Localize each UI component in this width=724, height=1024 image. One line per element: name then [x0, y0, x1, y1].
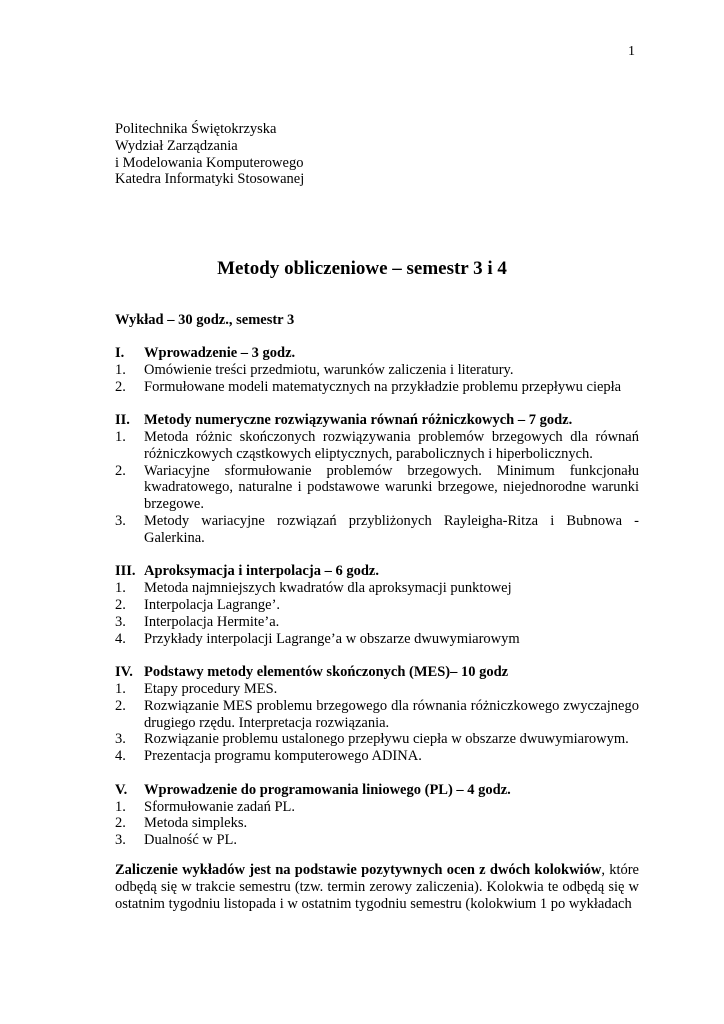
closing-text: , które odbędą się w trakcie semestru (tzw. termin zerowy zaliczenia). Kolokwia te odbędą się w ostatnim tygodniu listopada i w ostatnim tygodniu semestru (kolokwium 1 po wykładach	[115, 862, 639, 912]
item-text: Metoda najmniejszych kwadratów dla aproksymacji punktowej	[144, 580, 512, 597]
item-text: Wariacyjne sformułowanie problemów brzegowych. Minimum funkcjonału kwadratowego, naturalne i podstawowe warunki brzegowe, niejednorodne warunki brzegowe.	[144, 462, 639, 513]
section-heading	[115, 563, 639, 580]
item-text: Rozwiązanie problemu ustalonego przepływu ciepła w obszarze dwuwymiarowym.	[144, 731, 629, 748]
item-number: 4.	[115, 748, 126, 765]
list-item	[115, 597, 639, 614]
syllabus-sections	[115, 345, 639, 866]
item-text: Sformułowanie zadań PL.	[144, 798, 296, 815]
list-item	[115, 698, 639, 732]
item-number: 1.	[115, 361, 126, 378]
list-item	[115, 731, 639, 748]
lecture-heading: Wykład – 30 godz., semestr 3	[115, 312, 295, 328]
item-number: 3.	[115, 512, 126, 529]
section-number: I.	[115, 345, 125, 361]
list-item	[115, 748, 639, 765]
section-title: Wprowadzenie – 3 godz.	[144, 345, 296, 361]
item-text: Przykłady interpolacji Lagrange’a w obszarze dwuwymiarowym	[144, 630, 520, 647]
section-1	[115, 345, 639, 395]
section-number: V.	[115, 781, 128, 798]
item-text: Prezentacja programu komputerowego ADINA.	[144, 748, 422, 765]
section-number: IV.	[115, 664, 133, 681]
list-item	[115, 463, 639, 513]
section-2	[115, 412, 639, 546]
list-item	[115, 832, 639, 849]
item-text: Interpolacja Hermite’a.	[144, 613, 280, 630]
section-title: Wprowadzenie do programowania liniowego (PL) – 4 godz.	[144, 781, 511, 798]
closing-bold-text: Zaliczenie wykładów jest na podstawie pozytywnych ocen z dwóch kolokwiów	[115, 862, 602, 878]
section-heading	[115, 664, 639, 681]
item-number: 2.	[115, 462, 126, 479]
item-text: Rozwiązanie MES problemu brzegowego dla równania różniczkowego zwyczajnego drugiego rzędu. Interpretacja rozwiązania.	[144, 697, 639, 731]
section-5	[115, 782, 639, 849]
list-item	[115, 513, 639, 547]
item-number: 2.	[115, 697, 126, 714]
item-text: Omówienie treści przedmiotu, warunków zaliczenia i literatury.	[144, 361, 514, 378]
section-number: II.	[115, 412, 130, 429]
section-heading	[115, 782, 639, 799]
section-title: Podstawy metody elementów skończonych (MES)– 10 godz	[144, 664, 509, 681]
institution-line: Wydział Zarządzania	[115, 137, 238, 154]
item-number: 1.	[115, 680, 126, 697]
section-heading	[115, 412, 639, 429]
list-item	[115, 614, 639, 631]
item-text: Interpolacja Lagrange’.	[144, 596, 281, 613]
section-title: Metody numeryczne rozwiązywania równań różniczkowych – 7 godz.	[144, 412, 573, 429]
item-number: 2.	[115, 378, 126, 395]
list-item	[115, 799, 639, 816]
item-text: Metody wariacyjne rozwiązań przybliżonych Rayleigha-Ritza i Bubnowa - Galerkina.	[144, 512, 639, 546]
section-3	[115, 563, 639, 647]
list-item	[115, 815, 639, 832]
list-item	[115, 631, 639, 648]
item-number: 3.	[115, 613, 126, 630]
item-number: 1.	[115, 580, 126, 597]
section-title: Aproksymacja i interpolacja – 6 godz.	[144, 563, 379, 580]
list-item	[115, 580, 639, 597]
section-4	[115, 664, 639, 765]
item-text: Metoda różnic skończonych rozwiązywania problemów brzegowych dla równań różniczkowych cząstkowych eliptycznych, parabolicznych i hiperbolicznych.	[144, 428, 639, 462]
institution-block	[115, 121, 304, 188]
item-text: Metoda simpleks.	[144, 815, 248, 832]
item-text: Formułowane modeli matematycznych na przykładzie problemu przepływu ciepła	[144, 378, 622, 395]
item-number: 2.	[115, 596, 126, 613]
list-item	[115, 681, 639, 698]
item-number: 3.	[115, 731, 126, 748]
item-number: 4.	[115, 630, 126, 647]
section-heading	[115, 345, 639, 362]
item-text: Etapy procedury MES.	[144, 680, 278, 697]
institution-line: Katedra Informatyki Stosowanej	[115, 171, 305, 188]
item-number: 1.	[115, 798, 126, 815]
section-number: III.	[115, 563, 136, 580]
item-number: 1.	[115, 428, 126, 445]
list-item	[115, 362, 639, 379]
item-number: 3.	[115, 832, 126, 849]
closing-paragraph	[115, 862, 639, 912]
item-text: Dualność w PL.	[144, 832, 238, 849]
institution-line: i Modelowania Komputerowego	[115, 154, 304, 171]
list-item	[115, 379, 639, 396]
document-title: Metody obliczeniowe – semestr 3 i 4	[217, 258, 507, 279]
page-number: 1	[628, 44, 635, 59]
institution-line: Politechnika Świętokrzyska	[115, 121, 277, 137]
item-number: 2.	[115, 815, 126, 832]
list-item	[115, 429, 639, 463]
